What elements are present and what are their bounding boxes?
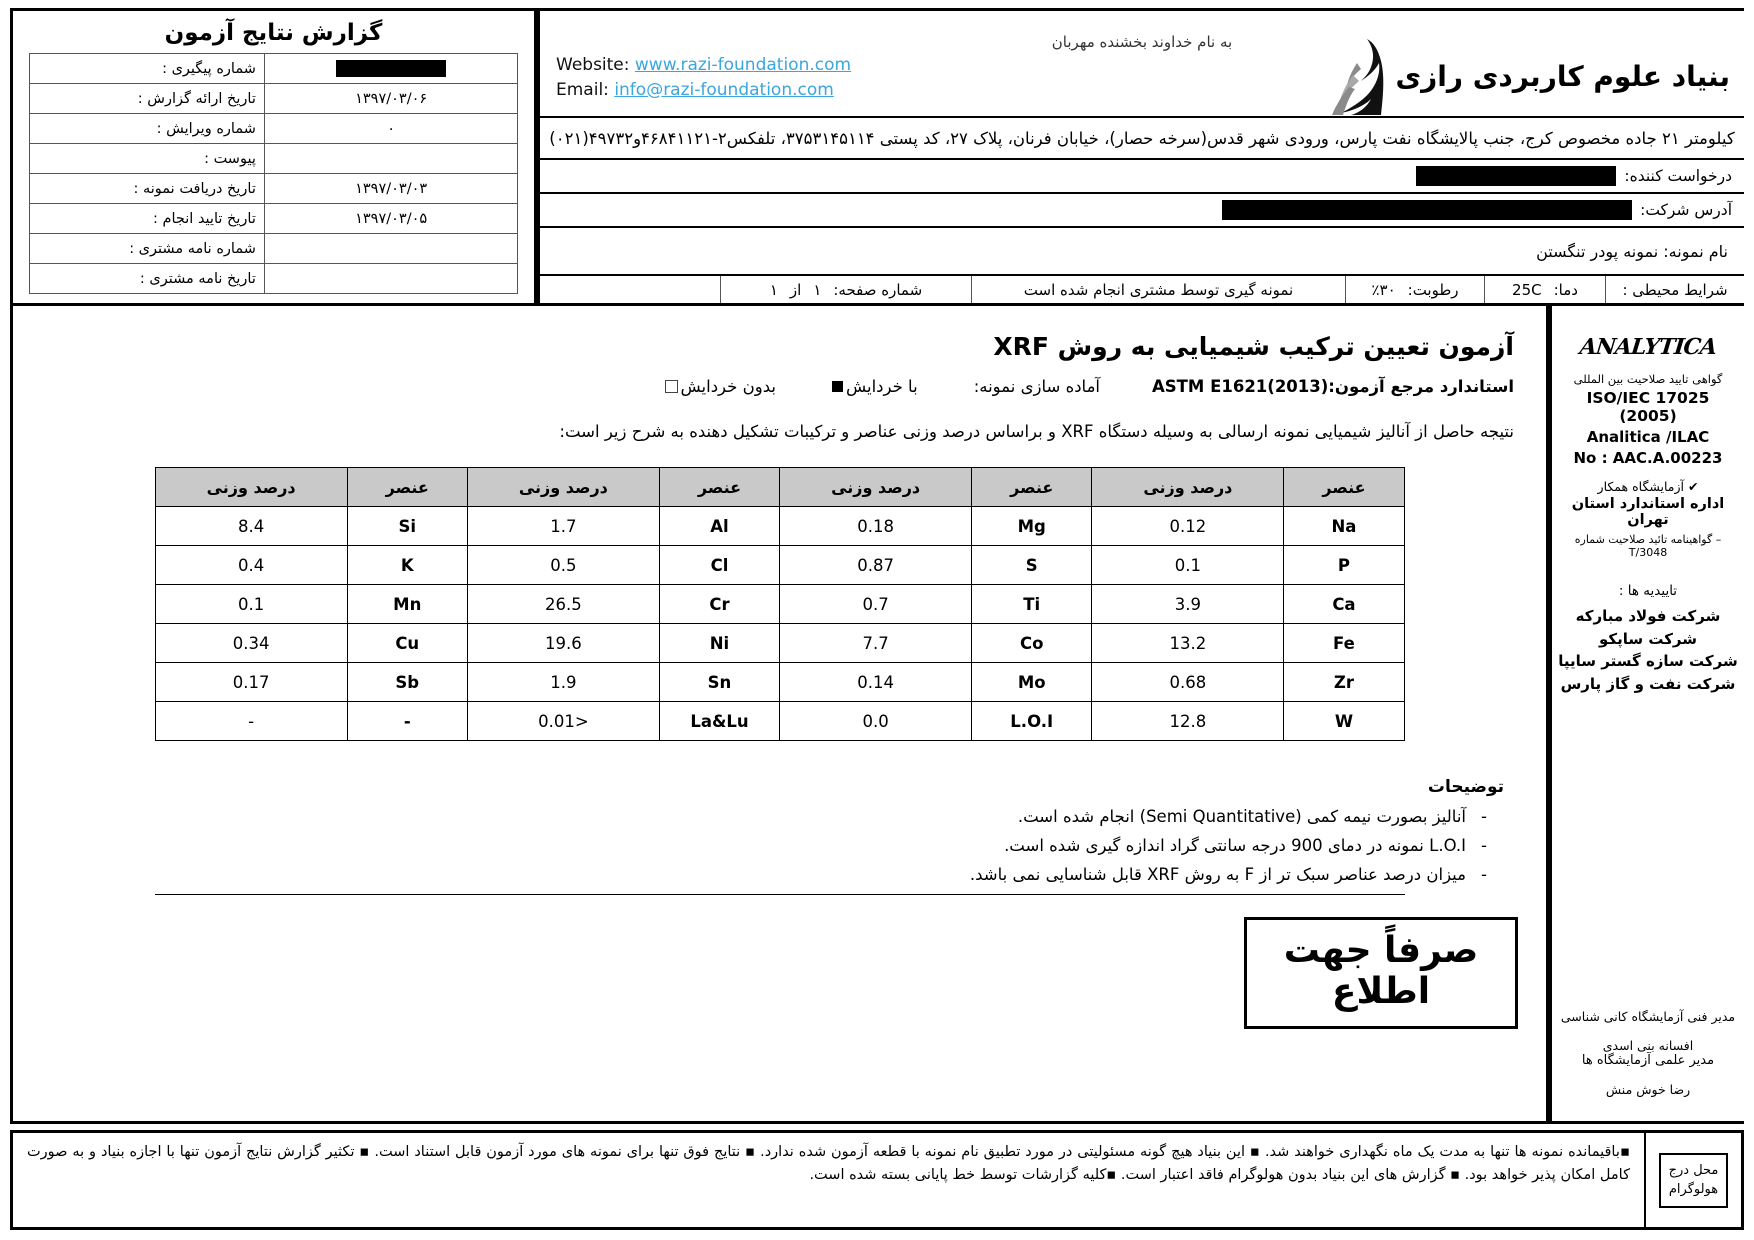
conditions-label: شرایط محیطی : <box>1605 276 1744 303</box>
spacer <box>1558 695 1738 1009</box>
cell-element: Ca <box>1284 585 1404 624</box>
bismillah-text: به نام خداوند بخشنده مهربان <box>1051 33 1233 51</box>
signature-block-technical <box>1558 1009 1738 1053</box>
cell-element: Ni <box>659 624 779 663</box>
cell-element: Cu <box>347 624 467 663</box>
hologram-placeholder <box>1644 1133 1741 1227</box>
signature-role: مدیر فنی آزمایشگاه کانی شناسی <box>1560 1009 1736 1024</box>
cell-value: 0.68 <box>1092 663 1284 702</box>
cell-element: Sb <box>347 663 467 702</box>
status-badge: صرفاً جهت اطلاع <box>1244 917 1518 1029</box>
certificate-number-line: – گواهینامه تائید صلاحیت شماره T/3048 <box>1574 533 1722 559</box>
humidity-cell <box>1345 276 1484 303</box>
cell-element: Al <box>659 507 779 546</box>
cell-value: 13.2 <box>1092 624 1284 663</box>
bullet-dash-icon: - <box>1481 865 1487 884</box>
meta-value-revision: ۰ <box>264 114 518 144</box>
website-label: Website: <box>556 55 630 75</box>
list-item: شرکت ساپکو <box>1598 629 1698 648</box>
note-text: آنالیز بصورت نیمه کمی (Semi Quantitative) انجام شده است. <box>1017 807 1466 826</box>
col-header-weight-2: درصد وزنی <box>780 468 972 507</box>
prep-label: آماده سازی نمونه: <box>973 377 1101 396</box>
approvals-title: تاییدیه ها : <box>1618 583 1678 599</box>
sample-name-row: نام نمونه: نمونه پودر تنگستن <box>540 228 1744 276</box>
cell-element: Fe <box>1284 624 1404 663</box>
cell-value: 0.7 <box>780 585 972 624</box>
meta-value-customer-letter-no <box>264 234 518 264</box>
col-header-element-2: عنصر <box>972 468 1092 507</box>
cell-element: Cr <box>659 585 779 624</box>
note-text: میزان درصد عناصر سبک تر از F به روش XRF قابل شناسایی نمی باشد. <box>969 865 1466 884</box>
redacted-bar <box>336 60 446 77</box>
cell-element: S <box>972 546 1092 585</box>
document-body <box>10 306 1744 1124</box>
table-row <box>155 663 1404 702</box>
table-header-row <box>155 468 1404 507</box>
cell-value: 0.12 <box>1092 507 1284 546</box>
meta-value-customer-letter-date <box>264 264 518 294</box>
standard-label: استاندارد مرجع آزمون: <box>1328 377 1514 396</box>
identity-row <box>540 11 1744 118</box>
ilac-line: Analitica /ILAC <box>1586 428 1710 446</box>
prep-with-option[interactable] <box>832 377 918 396</box>
document-header <box>10 8 1744 306</box>
page-number-cell <box>720 276 971 303</box>
list-item: شرکت سازه گستر سایپا <box>1558 652 1738 670</box>
bullet-dash-icon: - <box>1481 807 1487 826</box>
accreditation-sidebar <box>1549 306 1744 1124</box>
email-label: Email: <box>556 79 609 100</box>
cell-value: 0.1 <box>155 585 347 624</box>
table-row <box>29 114 518 144</box>
intro-text: نتیجه حاصل از آنالیز شیمیایی نمونه ارسالی به وسیله دستگاه XRF و براساس درصد وزنی عناصر و ترکیبات تشکیل دهنده به شرح زیر است: <box>559 422 1514 441</box>
meta-label-customer-letter-date: تاریخ نامه مشتری : <box>29 264 264 294</box>
temperature-cell <box>1484 276 1605 303</box>
cell-element: Co <box>972 624 1092 663</box>
company-address-row <box>540 194 1744 228</box>
table-row <box>29 174 518 204</box>
checkbox-checked-icon[interactable] <box>832 381 843 392</box>
redacted-bar <box>1416 166 1616 186</box>
cell-value: <0.01 <box>467 702 659 741</box>
cell-element: P <box>1284 546 1404 585</box>
col-header-element-1: عنصر <box>1284 468 1404 507</box>
hologram-box <box>1659 1153 1729 1208</box>
table-row <box>29 84 518 114</box>
meta-label-tracking: شماره پیگیری : <box>29 54 264 84</box>
document-footer <box>10 1130 1744 1230</box>
email-line <box>556 78 851 103</box>
cell-value: 0.14 <box>780 663 972 702</box>
col-header-element-3: عنصر <box>659 468 779 507</box>
page-of-label: از <box>789 280 802 299</box>
col-header-element-4: عنصر <box>347 468 467 507</box>
cell-value: - <box>155 702 347 741</box>
bullet-dash-icon: - <box>1481 836 1487 855</box>
partner-lab-label: ✔ آزمایشگاه همکار <box>1597 479 1699 494</box>
table-row <box>155 585 1404 624</box>
cell-value: 0.87 <box>780 546 972 585</box>
cell-element: Mg <box>972 507 1092 546</box>
cell-value: 0.5 <box>467 546 659 585</box>
page-title: آزمون تعیین ترکیب شیمیایی به روش XRF <box>993 332 1514 361</box>
cell-element: Mo <box>972 663 1092 702</box>
list-item: شرکت نفت و گاز پارس <box>1560 674 1736 693</box>
accreditation-subtitle: گواهی تایید صلاحیت بین المللی <box>1573 372 1723 386</box>
footer-disclaimer: ▪باقیمانده نمونه ها تنها به مدت یک ماه نگهداری خواهند شد. ▪ این بنیاد هیچ گونه مسئولیتی در مورد تطبیق نام نمونه با قطعه آزمون شده ندارد. ▪ نتایج فوق تنها برای نمونه های مورد آزمون قابل استناد است. ▪ تکثیر گزارش نتایج آزمون تنها با اجازه بنیاد و به صورت کامل امکان پذیر خواهد بود. ▪ گزارش های این بنیاد بدون هولوگرام فاقد اعتبار است. ▪کلیه گزارشات توسط خط پایانی بسته شده است. <box>27 1144 1630 1184</box>
table-row <box>29 204 518 234</box>
report-meta-table <box>29 53 519 294</box>
cell-value: 7.7 <box>780 624 972 663</box>
list-item: شرکت فولاد مبارکه <box>1575 607 1721 625</box>
email-link[interactable]: info@razi-foundation.com <box>614 79 834 100</box>
cell-element: Ti <box>972 585 1092 624</box>
notes-list <box>41 807 1492 884</box>
meta-value-tracking <box>264 54 518 84</box>
list-item <box>41 865 1492 884</box>
checkbox-unchecked-icon[interactable] <box>665 380 678 393</box>
cell-value: 19.6 <box>467 624 659 663</box>
environment-conditions-row <box>540 276 1744 303</box>
cell-value: 0.0 <box>780 702 972 741</box>
cell-element: - <box>347 702 467 741</box>
meta-label-report-date: تاریخ ارائه گزارش : <box>29 84 264 114</box>
col-header-weight-4: درصد وزنی <box>155 468 347 507</box>
accreditation-number: No : AAC.A.00223 <box>1573 449 1723 467</box>
table-row <box>155 546 1404 585</box>
prep-without-option[interactable] <box>665 377 776 396</box>
list-item <box>41 836 1492 855</box>
note-text: L.O.I نمونه در دمای 900 درجه سانتی گراد اندازه گیری شده است. <box>1004 836 1466 855</box>
humidity-label: رطوبت: <box>1407 280 1459 299</box>
meta-value-report-date: ۱۳۹۷/۰۳/۰۶ <box>264 84 518 114</box>
page-total: ۱ <box>769 280 778 299</box>
temperature-value: 25C <box>1512 280 1542 299</box>
blank-cell <box>540 276 720 303</box>
cell-value: 0.1 <box>1092 546 1284 585</box>
cell-element: La&Lu <box>659 702 779 741</box>
prep-without-label: بدون خردایش <box>680 377 776 396</box>
cell-element: W <box>1284 702 1404 741</box>
cell-element: K <box>347 546 467 585</box>
cell-element: Cl <box>659 546 779 585</box>
report-meta-panel <box>10 8 537 306</box>
xrf-results-table <box>155 467 1405 741</box>
hologram-line-1: محل درج <box>1668 1162 1719 1178</box>
page-label: شماره صفحه: <box>833 280 923 299</box>
table-row <box>155 702 1404 741</box>
cell-element: L.O.I <box>972 702 1092 741</box>
report-title: گزارش نتایج آزمون <box>164 20 383 46</box>
results-panel <box>10 306 1549 1124</box>
temperature-label: دما: <box>1553 280 1578 299</box>
meta-label-attachment: پیوست : <box>29 144 264 174</box>
table-row <box>29 234 518 264</box>
cell-value: 26.5 <box>467 585 659 624</box>
cell-value: 0.17 <box>155 663 347 702</box>
table-row <box>155 507 1404 546</box>
meta-label-customer-letter-no: شماره نامه مشتری : <box>29 234 264 264</box>
table-row <box>29 264 518 294</box>
cell-value: 1.7 <box>467 507 659 546</box>
notes-divider <box>155 894 1405 895</box>
cell-value: 3.9 <box>1092 585 1284 624</box>
signature-name: افسانه بنی اسدی <box>1602 1038 1694 1053</box>
standard-and-prep-row <box>41 377 1514 396</box>
cell-value: 12.8 <box>1092 702 1284 741</box>
col-header-weight-3: درصد وزنی <box>467 468 659 507</box>
cell-value: 1.9 <box>467 663 659 702</box>
brand-name: بنیاد علوم کاربردی رازی <box>1395 59 1730 93</box>
cell-value: 0.18 <box>780 507 972 546</box>
signature-role: مدیر علمی آزمایشگاه ها <box>1581 1053 1715 1068</box>
phoenix-bird-logo-icon <box>1323 37 1385 115</box>
partner-organization: اداره استاندارد استان تهران <box>1571 496 1725 528</box>
meta-label-receive-date: تاریخ دریافت نمونه : <box>29 174 264 204</box>
col-header-weight-1: درصد وزنی <box>1092 468 1284 507</box>
standard-value: ASTM E1621(2013) <box>1152 377 1329 396</box>
cell-element: Si <box>347 507 467 546</box>
signature-block-scientific <box>1558 1053 1738 1105</box>
redacted-bar <box>1222 200 1632 220</box>
cell-value: 0.34 <box>155 624 347 663</box>
cell-element: Na <box>1284 507 1404 546</box>
table-row <box>29 144 518 174</box>
approvals-list <box>1558 605 1738 695</box>
cell-value: 8.4 <box>155 507 347 546</box>
contact-block <box>556 53 851 102</box>
requester-row <box>540 160 1744 194</box>
company-identity-panel <box>537 8 1744 306</box>
meta-value-receive-date: ۱۳۹۷/۰۳/۰۳ <box>264 174 518 204</box>
sampling-note: نمونه گیری توسط مشتری انجام شده است <box>971 276 1345 303</box>
website-line <box>556 53 851 78</box>
iso-standard-line: ISO/IEC 17025 (2005) <box>1586 389 1710 425</box>
meta-label-approval-date: تاریخ تایید انجام : <box>29 204 264 234</box>
cell-element: Zr <box>1284 663 1404 702</box>
table-row <box>155 624 1404 663</box>
website-link[interactable]: www.razi-foundation.com <box>634 55 852 75</box>
meta-label-revision: شماره ویرایش : <box>29 114 264 144</box>
hologram-line-2: هولوگرام <box>1668 1182 1719 1197</box>
signature-name: رضا خوش منش <box>1605 1082 1691 1097</box>
requester-label: درخواست کننده: <box>1624 167 1732 185</box>
cell-element: Sn <box>659 663 779 702</box>
meta-value-attachment <box>264 144 518 174</box>
list-item <box>41 807 1492 826</box>
page-current: ۱ <box>813 280 822 299</box>
brand-lockup <box>1323 37 1730 115</box>
company-address-label: آدرس شرکت: <box>1640 201 1732 219</box>
prep-with-label: با خردایش <box>845 377 918 396</box>
address-row: کیلومتر ۲۱ جاده مخصوص کرج، جنب پالایشگاه نفت پارس، ورودی شهر قدس(سرخه حصار)، خیابان فرنان، پلاک ۲۷، کد پستی ۳۷۵۳۱۴۵۱۱۴، تلفکس۲-۴۶۸۴۱۱۲۱و۴۹۷۳۲(۰۲۱) <box>540 118 1744 160</box>
meta-value-approval-date: ۱۳۹۷/۰۳/۰۵ <box>264 204 518 234</box>
analytica-logo-icon: ANALYTICA <box>1578 334 1718 360</box>
table-row <box>29 54 518 84</box>
notes-title: توضیحات <box>1427 777 1504 797</box>
cell-element: Mn <box>347 585 467 624</box>
cell-value: 0.4 <box>155 546 347 585</box>
humidity-value: ٪۳۰ <box>1371 280 1396 299</box>
